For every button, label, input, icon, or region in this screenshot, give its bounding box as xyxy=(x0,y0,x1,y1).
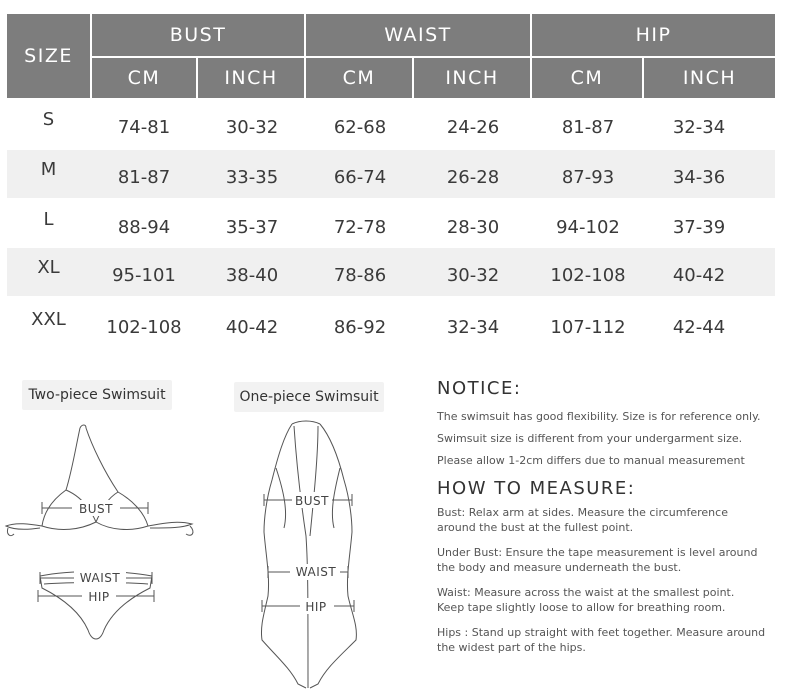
measure-instruction xyxy=(437,585,787,615)
hip-cm-cell: 102-108 xyxy=(550,264,626,286)
waist-cm-header: CM xyxy=(306,58,412,98)
hip-inch-cell: 34-36 xyxy=(672,166,726,188)
bust-inch-cell: 30-32 xyxy=(225,116,279,138)
size-chart-table xyxy=(7,14,775,354)
size-cell: XXL xyxy=(31,308,66,330)
tie-end xyxy=(186,526,193,535)
two-piece-label: Two-piece Swimsuit xyxy=(22,380,172,410)
bust-inch-cell: 38-40 xyxy=(225,264,279,286)
waist-cm-cell: 78-86 xyxy=(333,264,387,286)
waist-inch-cell: 30-32 xyxy=(446,264,500,286)
waist-cm-cell: 72-78 xyxy=(333,216,387,238)
one-piece-label: One-piece Swimsuit xyxy=(234,382,384,412)
waist-mark: WAIST xyxy=(295,565,337,579)
instruction-line: Keep tape slightly loose to allow for breathing room. xyxy=(437,601,726,614)
measure-instruction xyxy=(437,505,787,535)
waist-inch-cell: 28-30 xyxy=(446,216,500,238)
hip-inch-cell: 37-39 xyxy=(672,216,726,238)
table-row xyxy=(7,150,775,198)
hip-cm-cell: 107-112 xyxy=(550,316,626,338)
one-piece-swimsuit-illustration xyxy=(240,416,390,698)
two-piece-swimsuit-illustration xyxy=(0,416,210,696)
bust-inch-cell: 40-42 xyxy=(225,316,279,338)
waist-inch-cell: 26-28 xyxy=(446,166,500,188)
measure-instruction xyxy=(437,625,787,655)
halter-strap xyxy=(66,428,80,490)
hip-inch-header: INCH xyxy=(644,58,775,98)
waist-cm-cell: 86-92 xyxy=(333,316,387,338)
size-cell: XL xyxy=(37,256,60,278)
halter-strap xyxy=(86,428,118,492)
notice-panel xyxy=(437,378,787,655)
bust-inch-header: INCH xyxy=(198,58,304,98)
waist-mark: WAIST xyxy=(79,571,121,585)
instruction-line: the body and measure underneath the bust. xyxy=(437,561,682,574)
hip-inch-cell: 42-44 xyxy=(672,316,726,338)
table-row xyxy=(7,200,775,248)
bust-cm-cell: 88-94 xyxy=(117,216,171,238)
swimsuit-left-outline xyxy=(261,424,306,688)
instruction-line: around the bust at the fullest point. xyxy=(437,521,634,534)
bust-cm-cell: 81-87 xyxy=(117,166,171,188)
notice-line: Swimsuit size is different from your undergarment size. xyxy=(437,432,743,445)
instruction-line: Hips : Stand up straight with feet together. Measure around xyxy=(437,626,766,639)
hip-mark: HIP xyxy=(305,600,327,614)
table-row xyxy=(7,248,775,296)
bust-cm-header: CM xyxy=(92,58,196,98)
waist-header: WAIST xyxy=(306,14,530,56)
notice-line: The swimsuit has good flexibility. Size is for reference only. xyxy=(437,410,761,423)
notice-title: NOTICE: xyxy=(437,378,522,399)
bust-inch-cell: 33-35 xyxy=(225,166,279,188)
waist-cm-cell: 62-68 xyxy=(333,116,387,138)
bust-cm-cell: 95-101 xyxy=(112,264,176,286)
bust-header: BUST xyxy=(92,14,304,56)
side-tie xyxy=(6,524,42,530)
bust-mark: BUST xyxy=(79,502,113,516)
instruction-line: Under Bust: Ensure the tape measurement is level around xyxy=(437,546,758,559)
how-to-measure-title: HOW TO MEASURE: xyxy=(437,478,636,499)
hip-cm-cell: 87-93 xyxy=(561,166,615,188)
size-cell: S xyxy=(42,108,55,130)
size-cell: M xyxy=(40,158,57,180)
tie-end xyxy=(7,528,14,536)
swimsuit-right-outline xyxy=(310,424,356,688)
hip-inch-cell: 32-34 xyxy=(672,116,726,138)
measure-instruction xyxy=(437,545,787,575)
size-cell: L xyxy=(43,208,54,230)
instruction-line: Bust: Relax arm at sides. Measure the circumference xyxy=(437,506,728,519)
waist-inch-header: INCH xyxy=(414,58,530,98)
hip-cm-cell: 81-87 xyxy=(561,116,615,138)
side-tie xyxy=(148,522,192,528)
waist-inch-cell: 32-34 xyxy=(446,316,500,338)
bust-inch-cell: 35-37 xyxy=(225,216,279,238)
instruction-line: the widest part of the hips. xyxy=(437,641,586,654)
instruction-line: Waist: Measure across the waist at the smallest point. xyxy=(437,586,735,599)
hip-inch-cell: 40-42 xyxy=(672,264,726,286)
measurement-guide xyxy=(0,356,793,699)
notice-line: Please allow 1-2cm differs due to manual measurement xyxy=(437,454,745,467)
bust-cm-cell: 74-81 xyxy=(117,116,171,138)
hip-cm-header: CM xyxy=(532,58,642,98)
halter-neck xyxy=(80,425,86,428)
table-row xyxy=(7,300,775,348)
waist-cm-cell: 66-74 xyxy=(333,166,387,188)
waist-inch-cell: 24-26 xyxy=(446,116,500,138)
hip-header: HIP xyxy=(532,14,775,56)
size-header: SIZE xyxy=(7,14,90,98)
bust-mark: BUST xyxy=(295,494,329,508)
bust-cm-cell: 102-108 xyxy=(106,316,182,338)
hip-cm-cell: 94-102 xyxy=(556,216,620,238)
hip-mark: HIP xyxy=(88,590,110,604)
table-row xyxy=(7,100,775,148)
